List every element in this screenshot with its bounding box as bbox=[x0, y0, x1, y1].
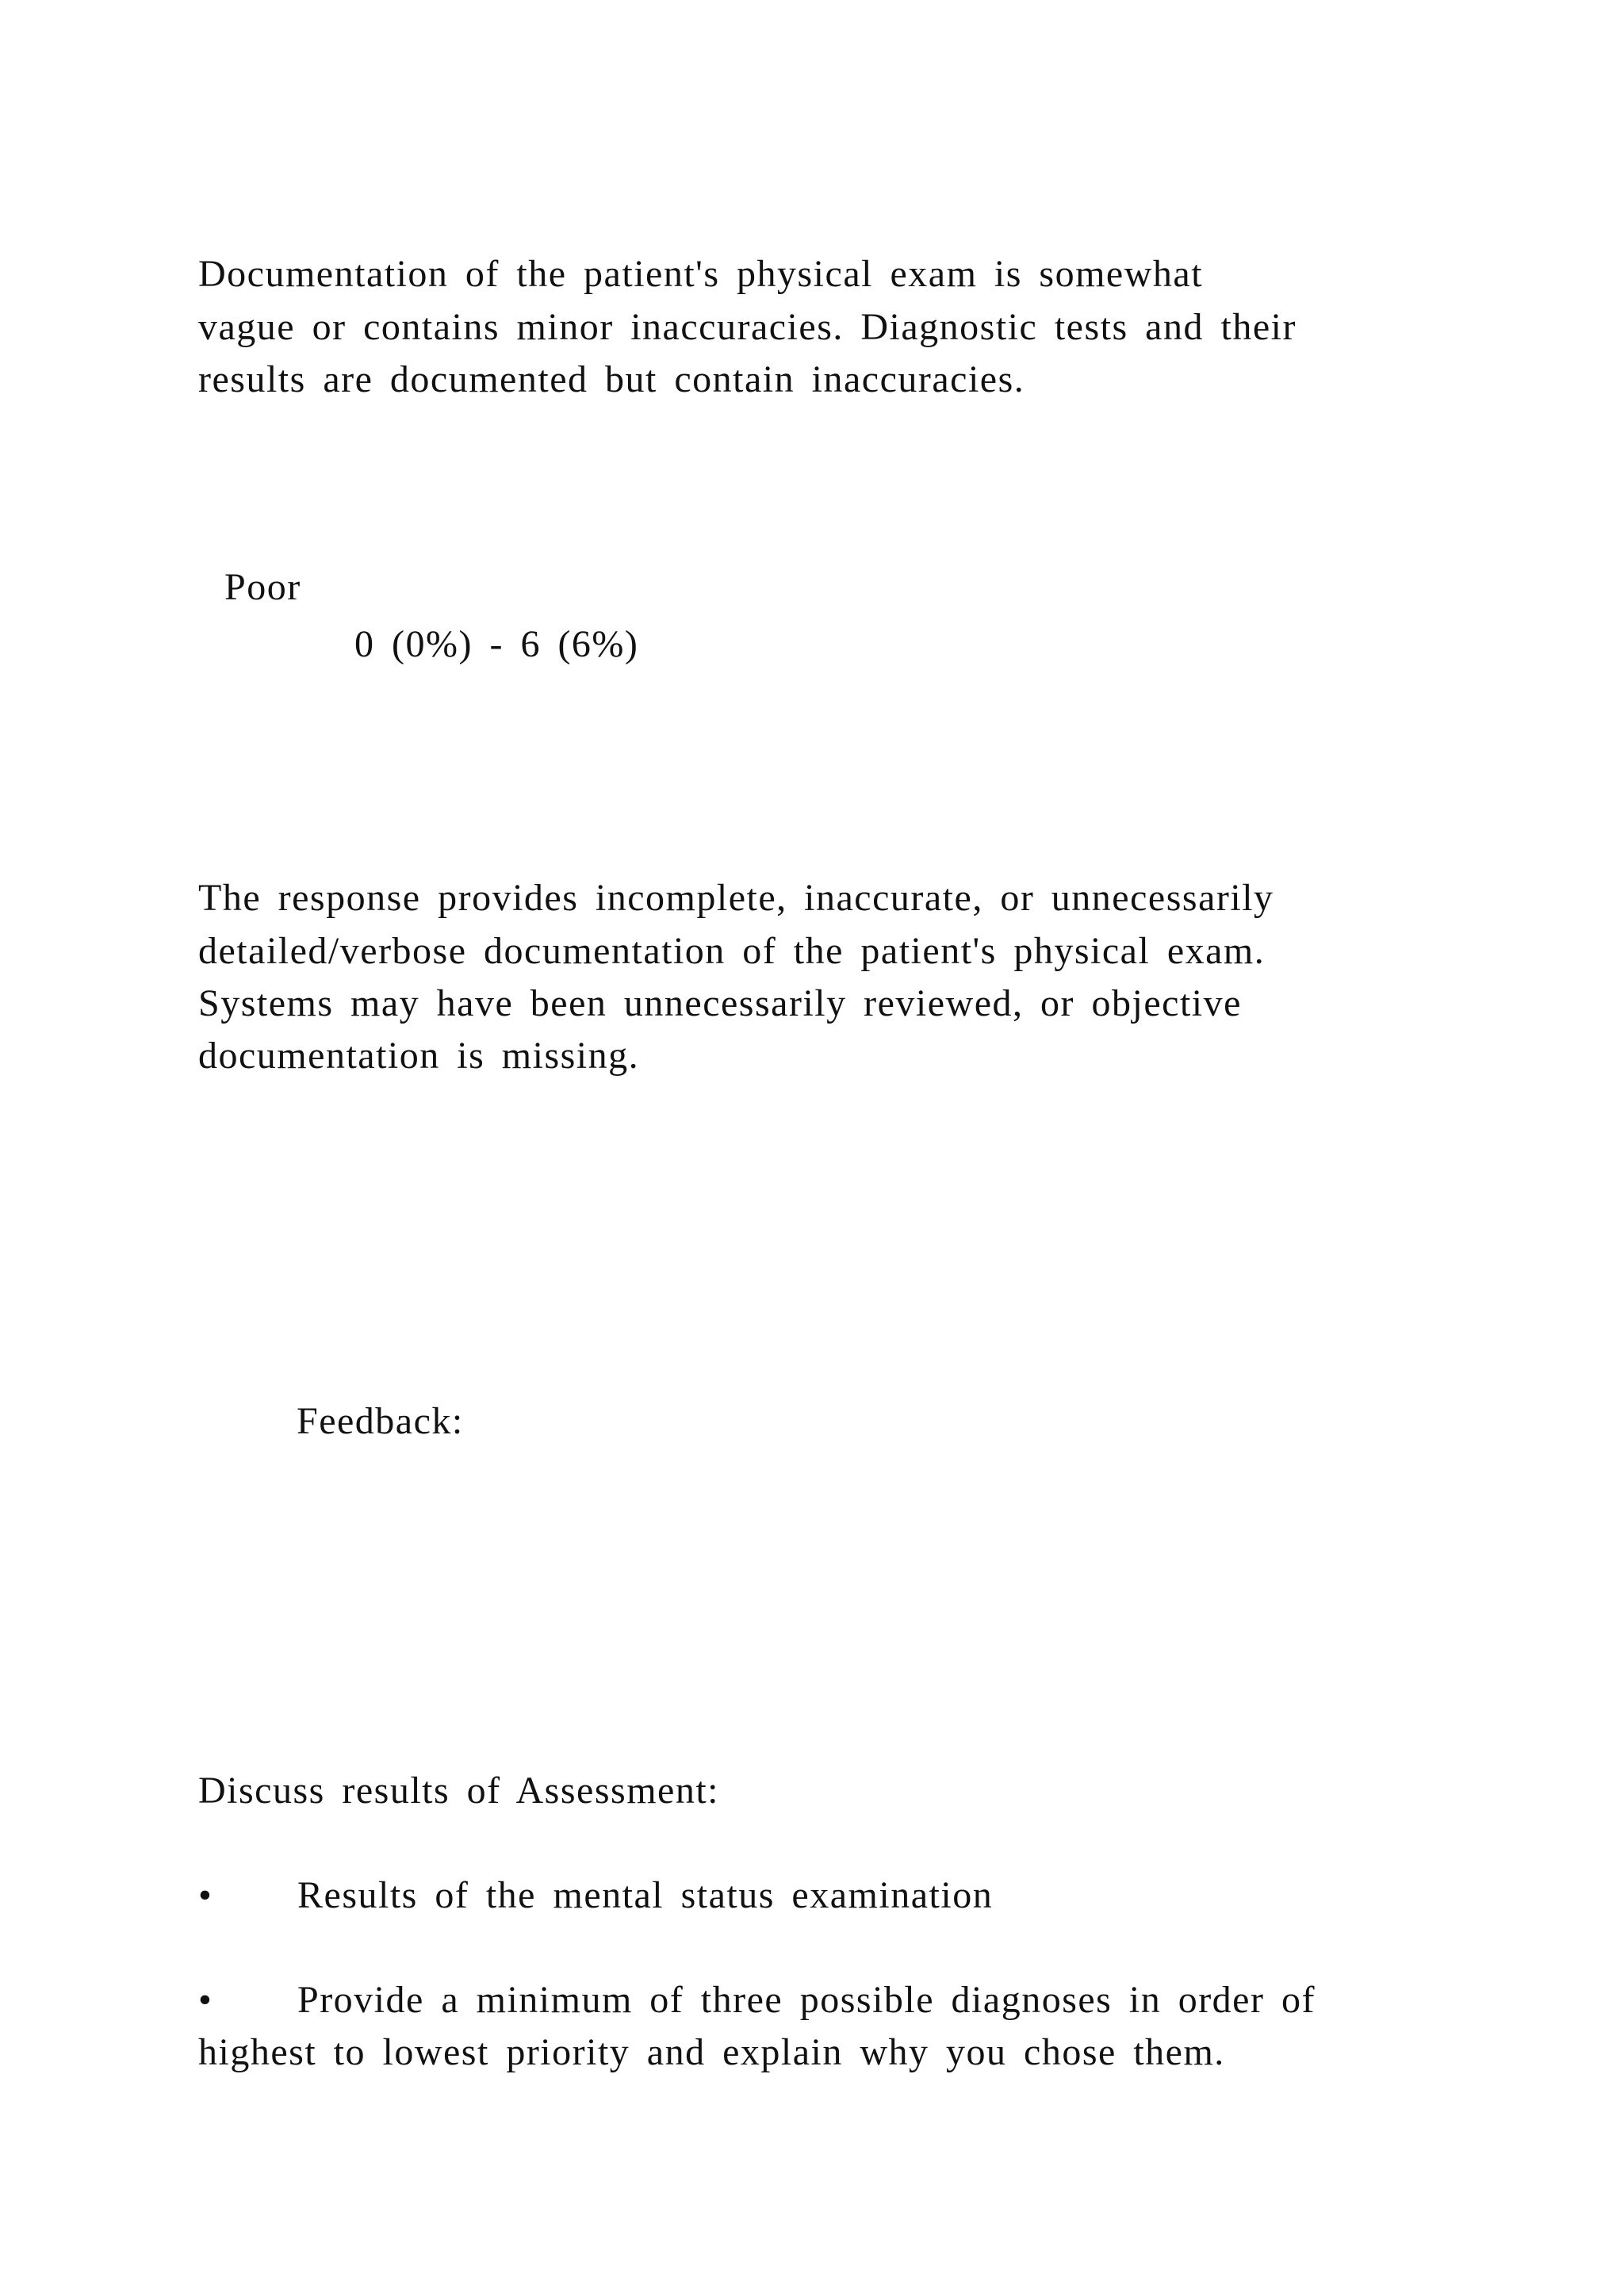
list-item-text: highest to lowest priority and explain why you chose them. bbox=[198, 2031, 1225, 2073]
poor-label: Poor bbox=[224, 566, 301, 608]
fair-description-line: vague or contains minor inaccuracies. Diagnostic tests and their bbox=[198, 306, 1297, 348]
bullet-icon: • bbox=[198, 1874, 212, 1916]
fair-description-line: Documentation of the patient's physical exam is somewhat bbox=[198, 253, 1204, 295]
section-heading: Discuss results of Assessment: bbox=[198, 1770, 719, 1812]
poor-score-range: 0 (0%) - 6 (6%) bbox=[354, 623, 639, 665]
poor-description-line: The response provides incomplete, inaccurate, or unnecessarily bbox=[198, 877, 1274, 919]
bullet-icon: • bbox=[198, 1979, 212, 2021]
list-item-text: Results of the mental status examination bbox=[297, 1874, 994, 1916]
list-item-text: Provide a minimum of three possible diagnoses in order of bbox=[297, 1979, 1316, 2021]
fair-description-line: results are documented but contain inaccuracies. bbox=[198, 358, 1025, 400]
poor-description-line: detailed/verbose documentation of the patient's physical exam. bbox=[198, 930, 1266, 972]
poor-description-line: Systems may have been unnecessarily reviewed, or objective bbox=[198, 982, 1242, 1024]
feedback-label: Feedback: bbox=[297, 1400, 464, 1442]
poor-description-line: documentation is missing. bbox=[198, 1035, 640, 1077]
